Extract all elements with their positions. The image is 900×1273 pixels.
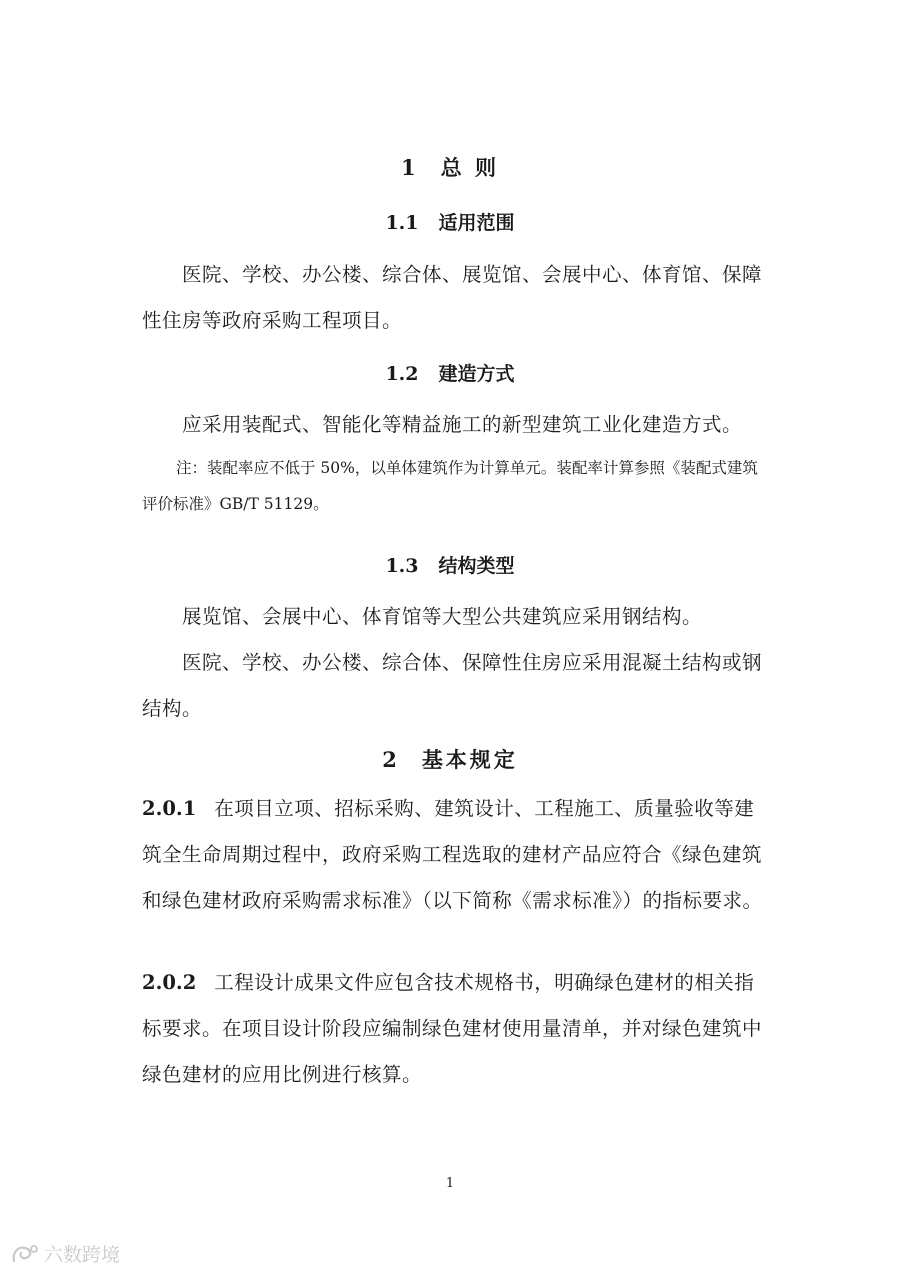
section-title: 结构类型	[438, 555, 515, 577]
paragraph-construction: 应采用装配式、智能化等精益施工的新型建筑工业化建造方式。	[182, 413, 743, 436]
paragraph-scope: 医院、学校、办公楼、综合体、展览馆、会展中心、体育馆、保障性住房等政府采购工程项目。	[142, 263, 763, 332]
section-1-2-heading	[0, 359, 900, 386]
clause-2-0-1	[142, 786, 764, 924]
watermark-logo-icon	[10, 1243, 40, 1265]
section-1-1-heading	[0, 208, 900, 235]
section-title: 基本规定	[421, 747, 518, 772]
paragraph-structure-steel: 展览馆、会展中心、体育馆等大型公共建筑应采用钢结构。	[182, 605, 703, 628]
clause-number: 2.0.2	[142, 971, 197, 994]
section-number: 1.3	[385, 555, 419, 577]
section-number: 1	[401, 155, 419, 180]
clause-text: 工程设计成果文件应包含技术规格书，明确绿色建材的相关指标要求。在项目设计阶段应编制绿色建材使用量清单，并对绿色建筑中绿色建材的应用比例进行核算。	[142, 971, 763, 1086]
clause-number: 2.0.1	[142, 797, 197, 820]
watermark	[10, 1240, 120, 1267]
section-2-heading	[0, 744, 900, 774]
section-1-3-heading	[0, 551, 900, 578]
section-title: 建造方式	[438, 363, 515, 385]
section-title: 适用范围	[438, 212, 515, 234]
section-number: 2	[382, 747, 400, 772]
watermark-text: 六数跨境	[44, 1244, 121, 1266]
section-title: 总 则	[440, 155, 499, 180]
section-number: 1.2	[385, 363, 419, 385]
note-assembly-rate: 注：装配率应不低于 50%，以单体建筑作为计算单元。装配率计算参照《装配式建筑评价标准》GB/T 51129。	[142, 459, 758, 513]
section-1-heading	[0, 152, 900, 182]
section-number: 1.1	[385, 212, 419, 234]
page-number: 1	[445, 1176, 455, 1191]
clause-2-0-2	[142, 960, 764, 1098]
clause-text: 在项目立项、招标采购、建筑设计、工程施工、质量验收等建筑全生命周期过程中，政府采购工程选取的建材产品应符合《绿色建筑和绿色建材政府采购需求标准》（以下简称《需求标准》）的指标要求。	[142, 797, 763, 912]
paragraph-structure-concrete: 医院、学校、办公楼、综合体、保障性住房应采用混凝土结构或钢结构。	[142, 651, 763, 720]
